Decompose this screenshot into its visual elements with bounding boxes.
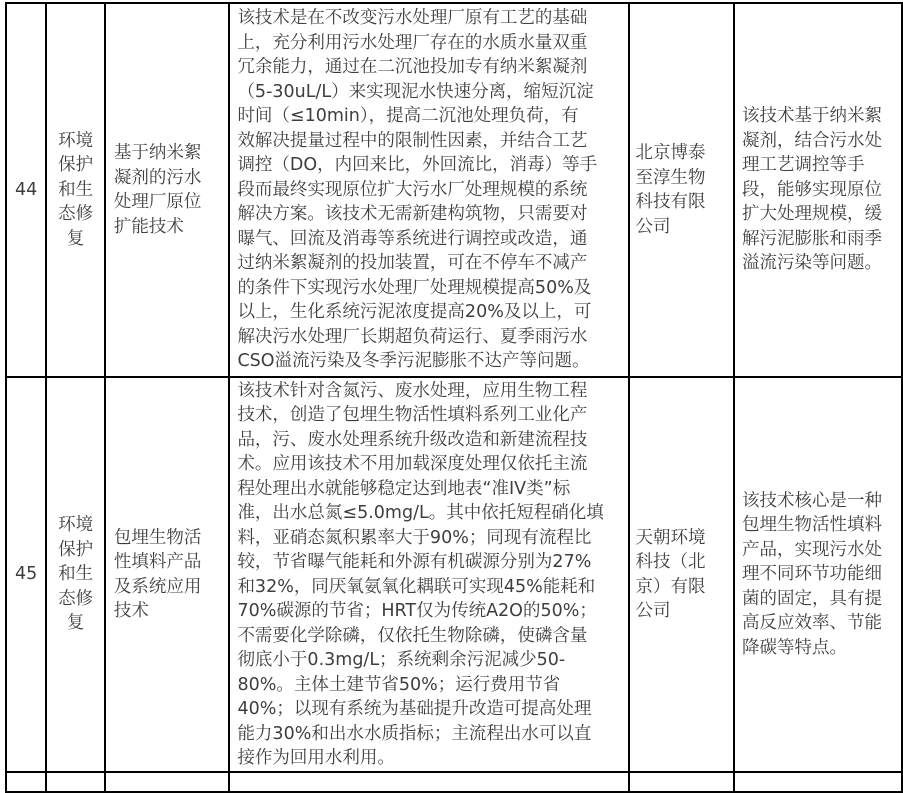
text-line: 和生: [58, 179, 94, 200]
text-line: 曝气、回流及消毒等系统进行调控或改造，通: [237, 228, 588, 249]
text-line: 70%碳源的节省；HRT仅为传统A2O的50%；: [237, 601, 597, 621]
text-line: 环境: [58, 130, 94, 151]
empty-cell: [629, 772, 735, 792]
company-cell: [629, 3, 735, 377]
text-line: 凝剂，结合污水处: [742, 130, 883, 151]
text-line: 包埋生物活性填料: [742, 515, 883, 536]
text-line: 技术: [113, 601, 149, 621]
text-line: 不需要化学除磷，仅依托生物除磷，使磷含量: [237, 625, 588, 646]
text-line: 能力30%和出水水质指标；主流程出水可以直: [237, 723, 592, 744]
text-line: 段，能够实现原位: [742, 179, 883, 200]
text-line: 程处理出水就能够稳定达到地表“准IV类”标: [237, 478, 571, 499]
technology-table: [5, 2, 903, 793]
text-line: 料，亚硝态氮积累率大于90%；同现有流程比: [237, 527, 592, 548]
text-line: 保护: [58, 539, 94, 560]
table-row: [6, 377, 902, 772]
text-line: 较，节省曝气能耗和外源有机碳源分别为27%: [237, 552, 592, 572]
text-line: 该技术针对含氮污、废水处理，应用生物工程: [237, 380, 588, 401]
text-line: 该技术基于纳米絮: [742, 106, 883, 127]
company-cell: [629, 377, 735, 772]
empty-cell: [105, 772, 230, 792]
table-row: [6, 3, 902, 377]
text-line: 准，出水总氮≤5.0mg/L。其中依托短程硝化填: [237, 503, 604, 523]
text-line: 包埋生物活: [113, 527, 202, 548]
text-line: 态修: [58, 204, 94, 225]
text-line: 品，污、废水处理系统升级改造和新建流程技: [237, 429, 588, 450]
text-line: 态修: [58, 588, 94, 609]
text-line: 公司: [635, 216, 671, 237]
text-line: 产品，实现污水处: [742, 539, 883, 560]
text-line: 保护: [58, 155, 94, 176]
text-line: 复: [66, 613, 85, 634]
text-line: 的条件下实现污水处理厂处理规模提高50%及: [237, 277, 592, 298]
text-line: 术。应用该技术不用加载深度处理仅依托主流: [237, 454, 588, 474]
row-number: 45: [6, 377, 46, 772]
text-line: 理工艺调控等手: [742, 155, 865, 176]
text-line: 扩能技术: [113, 216, 184, 237]
text-line: 和32%，同厌氧氨氧化耦联可实现45%能耗和: [237, 576, 596, 597]
row-number: 44: [6, 3, 46, 377]
text-line: 冗余能力，通过在二沉池投加专有纳米絮凝剂: [237, 57, 588, 78]
text-line: 至淳生物: [635, 167, 706, 188]
text-line: 高反应效率、节能: [742, 613, 883, 634]
text-line: 效解决提量过程中的限制性因素，并结合工艺: [237, 130, 588, 151]
summary-cell: [734, 377, 902, 772]
text-line: （5-30uL/L）来实现泥水快速分离，缩短沉淀: [237, 81, 594, 102]
text-line: 公司: [635, 601, 671, 621]
text-line: 和生: [58, 564, 94, 585]
text-line: 彻底小于0.3mg/L；系统剩余污泥减少50-: [237, 650, 566, 670]
empty-cell: [46, 772, 104, 792]
empty-cell: [229, 772, 628, 792]
text-line: 解决方案。该技术无需新建构筑物，只需要对: [237, 204, 588, 225]
text-line: 该技术是在不改变污水处理厂原有工艺的基础: [237, 8, 588, 29]
text-line: 性填料产品: [113, 552, 202, 572]
text-line: 80%。主体土建节省50%；运行费用节省: [237, 674, 561, 695]
text-line: 解污泥膨胀和雨季: [742, 228, 883, 249]
text-line: 天朝环境: [635, 527, 706, 548]
text-line: 时间（≤10min），提高二沉池处理负荷，有: [237, 106, 579, 127]
category-cell: [46, 3, 104, 377]
text-line: 复: [66, 228, 85, 249]
text-line: 及系统应用: [113, 576, 202, 597]
text-line: 调控（DO，内回来比，外回流比，消毒）等手: [237, 155, 598, 176]
table-row-partial: [6, 772, 902, 792]
text-line: 处理厂原位: [113, 192, 202, 212]
text-line: 溢流污染等问题。: [742, 253, 883, 274]
text-line: 以上，生化系统污泥浓度提高20%及以上，可: [237, 302, 592, 323]
text-line: 科技有限: [635, 192, 706, 212]
empty-cell: [734, 772, 902, 792]
category-cell: [46, 377, 104, 772]
text-line: 过纳米絮凝剂的投加装置，可在不停车不减产: [237, 253, 588, 274]
technology-name-cell: [105, 377, 230, 772]
text-line: 上，充分利用污水处理厂存在的水质水量双重: [237, 32, 588, 53]
text-line: 科技（北: [635, 552, 706, 572]
text-line: 环境: [58, 515, 94, 536]
text-line: 京）有限: [635, 576, 706, 597]
summary-cell: [734, 3, 902, 377]
technology-name-cell: [105, 3, 230, 377]
text-line: 降碳等特点。: [742, 637, 848, 658]
text-line: 技术，创造了包埋生物活性填料系列工业化产: [237, 405, 588, 425]
text-line: 该技术核心是一种: [742, 490, 883, 511]
text-line: 40%；以现有系统为基础提升改造可提高处理: [237, 699, 592, 719]
text-line: 凝剂的污水: [113, 167, 202, 188]
text-line: 扩大处理规模，缓: [742, 204, 883, 225]
text-line: 基于纳米絮: [113, 143, 202, 163]
text-line: 段而最终实现原位扩大污水厂处理规模的系统: [237, 179, 588, 200]
text-line: 菌的固定，具有提: [742, 588, 883, 609]
description-cell: [229, 377, 628, 772]
description-cell: [229, 3, 628, 377]
empty-cell: [6, 772, 46, 792]
text-line: 北京博泰: [635, 143, 706, 163]
text-line: 解决污水处理厂长期超负荷运行、夏季雨污水: [237, 326, 588, 347]
text-line: 接作为回用水利用。: [237, 748, 395, 768]
text-line: 理不同环节功能细: [742, 564, 883, 585]
text-line: CSO溢流污染及冬季污泥膨胀不达产等问题。: [237, 351, 590, 372]
